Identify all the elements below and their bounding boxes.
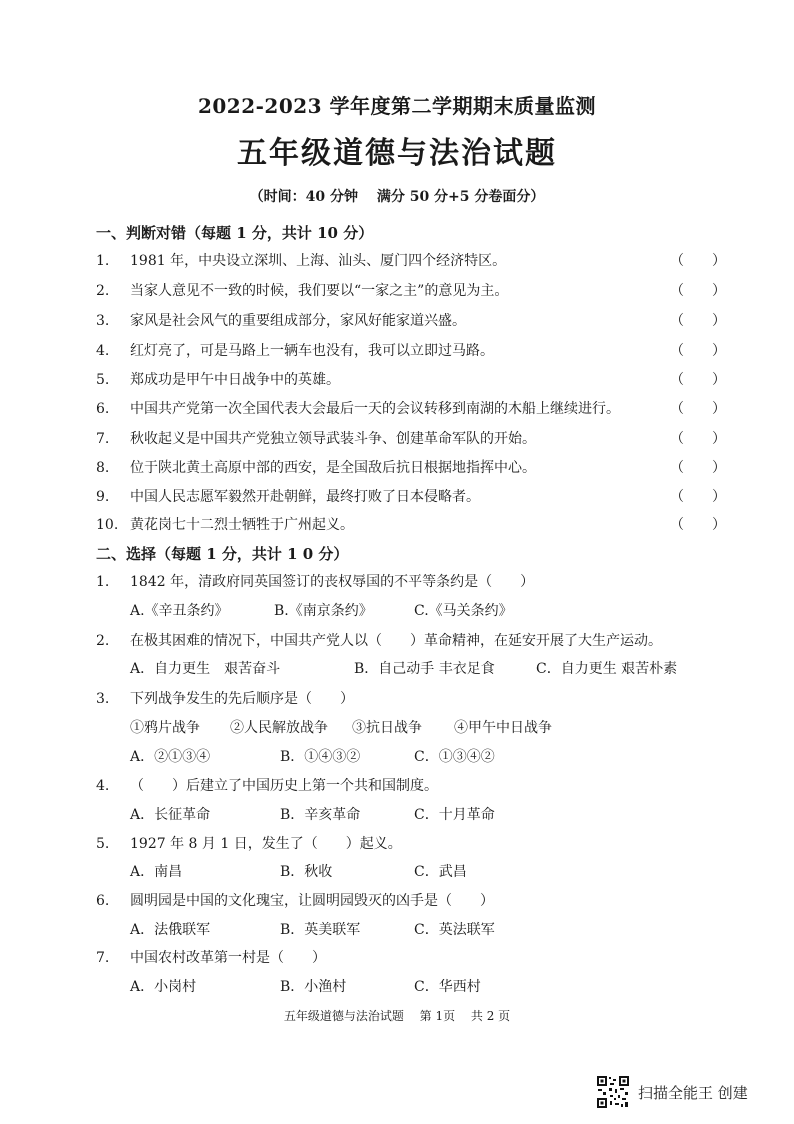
answer-blank: （ ）	[670, 460, 726, 476]
event-item: ②人民解放战争	[230, 720, 328, 736]
judge-question: 8. 位于陕北黄土高原中部的西安，是全国敌后抗日根据地指挥中心。	[96, 460, 536, 476]
answer-blank: （ ）	[670, 401, 726, 417]
option-b: B．秋收	[280, 864, 333, 880]
judge-question: 5. 郑成功是甲午中日战争中的英雄。	[96, 372, 340, 388]
option-b: B．辛亥革命	[280, 807, 361, 823]
option-a: A．②①③④	[130, 749, 211, 765]
option-c: C．①③④②	[414, 749, 495, 765]
exam-info: （时间：40 分钟 满分 50 分+5 分卷面分）	[249, 189, 545, 205]
option-a: A．小岗村	[130, 979, 197, 995]
judge-question: 9. 中国人民志愿军毅然开赴朝鲜，最终打败了日本侵略者。	[96, 489, 480, 505]
option-c: C．英法联军	[414, 922, 495, 938]
event-item: ③抗日战争	[352, 720, 422, 736]
option-b: B．英美联军	[280, 922, 361, 938]
choice-question: 5. 1927 年 8 月 1 日，发生了（ ）起义。	[96, 836, 402, 852]
watermark-text: 扫描全能王 创建	[638, 1083, 748, 1102]
section-choice-heading: 二、选择（每题 1 分，共计 1 0 分）	[96, 545, 349, 563]
answer-blank: （ ）	[670, 517, 726, 533]
choice-question: 1. 1842 年，清政府同英国签订的丧权辱国的不平等条约是（ ）	[96, 574, 535, 590]
option-a: A.《辛丑条约》	[130, 603, 229, 619]
page-footer: 五年级道德与法治试题 第 1页 共 2 页	[283, 1009, 511, 1023]
judge-question: 1. 1981 年，中央设立深圳、上海、汕头、厦门四个经济特区。	[96, 253, 507, 269]
judge-question: 7. 秋收起义是中国共产党独立领导武装斗争、创建革命军队的开始。	[96, 431, 536, 447]
judge-question: 3. 家风是社会风气的重要组成部分，家风好能家道兴盛。	[96, 313, 466, 329]
choice-question: 3. 下列战争发生的先后顺序是（ ）	[96, 691, 354, 707]
choice-question: 6. 圆明园是中国的文化瑰宝，让圆明园毁灭的凶手是（ ）	[96, 893, 494, 909]
judge-question: 2. 当家人意见不一致的时候，我们要以“一家之主”的意见为主。	[96, 283, 509, 299]
judge-question: 4. 红灯亮了，可是马路上一辆车也没有，我可以立即过马路。	[96, 343, 494, 359]
answer-blank: （ ）	[670, 431, 726, 447]
option-b: B．小渔村	[280, 979, 347, 995]
qr-code-icon	[596, 1075, 630, 1109]
option-c: C．华西村	[414, 979, 481, 995]
choice-question: 2. 在极其困难的情况下，中国共产党人以（ ）革命精神，在延安开展了大生产运动。	[96, 633, 662, 649]
answer-blank: （ ）	[670, 343, 726, 359]
option-c: C.《马关条约》	[414, 603, 513, 619]
option-c: C．十月革命	[414, 807, 495, 823]
section-judge-heading: 一、判断对错（每题 1 分，共计 10 分）	[96, 224, 374, 242]
scanner-watermark	[596, 1074, 748, 1110]
answer-blank: （ ）	[670, 313, 726, 329]
exam-title: 五年级道德与法治试题	[237, 136, 557, 171]
event-item: ④甲午中日战争	[454, 720, 552, 736]
answer-blank: （ ）	[670, 372, 726, 388]
answer-blank: （ ）	[670, 283, 726, 299]
choice-question: 7. 中国农村改革第一村是（ ）	[96, 950, 326, 966]
option-a: A．法俄联军	[130, 922, 211, 938]
option-a: A．南昌	[130, 864, 183, 880]
answer-blank: （ ）	[670, 253, 726, 269]
option-b: B.《南京条约》	[274, 603, 373, 619]
exam-term: 2022-2023 学年度第二学期期末质量监测	[197, 94, 597, 118]
judge-question: 6. 中国共产党第一次全国代表大会最后一天的会议转移到南湖的木船上继续进行。	[96, 401, 620, 417]
option-c: C．自力更生 艰苦朴素	[536, 661, 678, 677]
option-a: A．自力更生 艰苦奋斗	[130, 661, 281, 677]
option-c: C．武昌	[414, 864, 467, 880]
choice-question: 4. （ ）后建立了中国历史上第一个共和国制度。	[96, 778, 438, 794]
event-item: ①鸦片战争	[130, 720, 200, 736]
option-b: B．①④③②	[280, 749, 361, 765]
judge-question: 10. 黄花岗七十二烈士牺牲于广州起义。	[96, 517, 354, 533]
option-a: A．长征革命	[130, 807, 211, 823]
option-b: B．自己动手 丰衣足食	[354, 661, 495, 677]
answer-blank: （ ）	[670, 489, 726, 505]
